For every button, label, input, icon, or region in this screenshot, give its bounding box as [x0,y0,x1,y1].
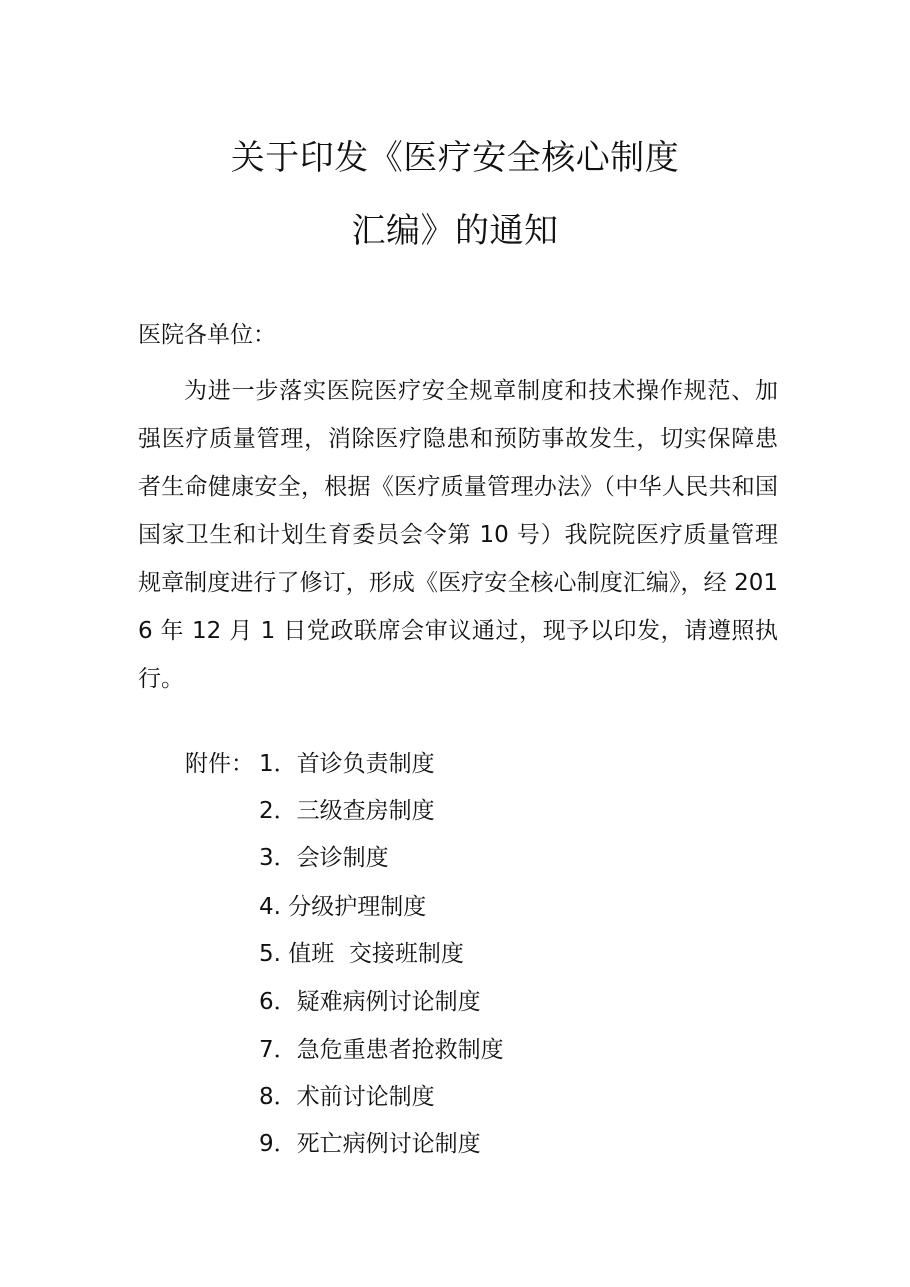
attachment-item: 8．术前讨论制度 [259,1084,435,1110]
attachment-item: 6．疑难病例讨论制度 [259,989,481,1015]
attachments-label: 附件： [185,751,254,777]
attachment-item: 5. 值班 交接班制度 [259,941,464,967]
attachment-item: 1．首诊负责制度 [259,751,435,777]
attachment-item: 9．死亡病例讨论制度 [259,1131,481,1157]
attachment-item: 2．三级查房制度 [259,798,435,824]
attachment-item: 7．急危重患者抢救制度 [259,1037,504,1063]
attachment-item: 4. 分级护理制度 [259,894,427,920]
document-title-line-1: 关于印发《医疗安全核心制度 [230,138,680,178]
body-paragraph: 为进一步落实医院医疗安全规章制度和技术操作规范、加强医疗质量管理，消除医疗隐患和预防事故发生，切实保障患者生命健康安全，根据《医疗质量管理办法》（中华人民共和国国家卫生和计划生育委员会令第 10 号）我院院医疗质量管理规章制度进行了修订，形成《医疗安全核心制度汇编》，经 2016 年 12 月 1 日党政联席会审议通过，现予以印发，请遵照执行。 [138,378,778,692]
document-title-line-2: 汇编》的通知 [351,211,559,251]
salutation: 医院各单位： [138,322,276,348]
attachment-item: 3．会诊制度 [259,845,389,871]
